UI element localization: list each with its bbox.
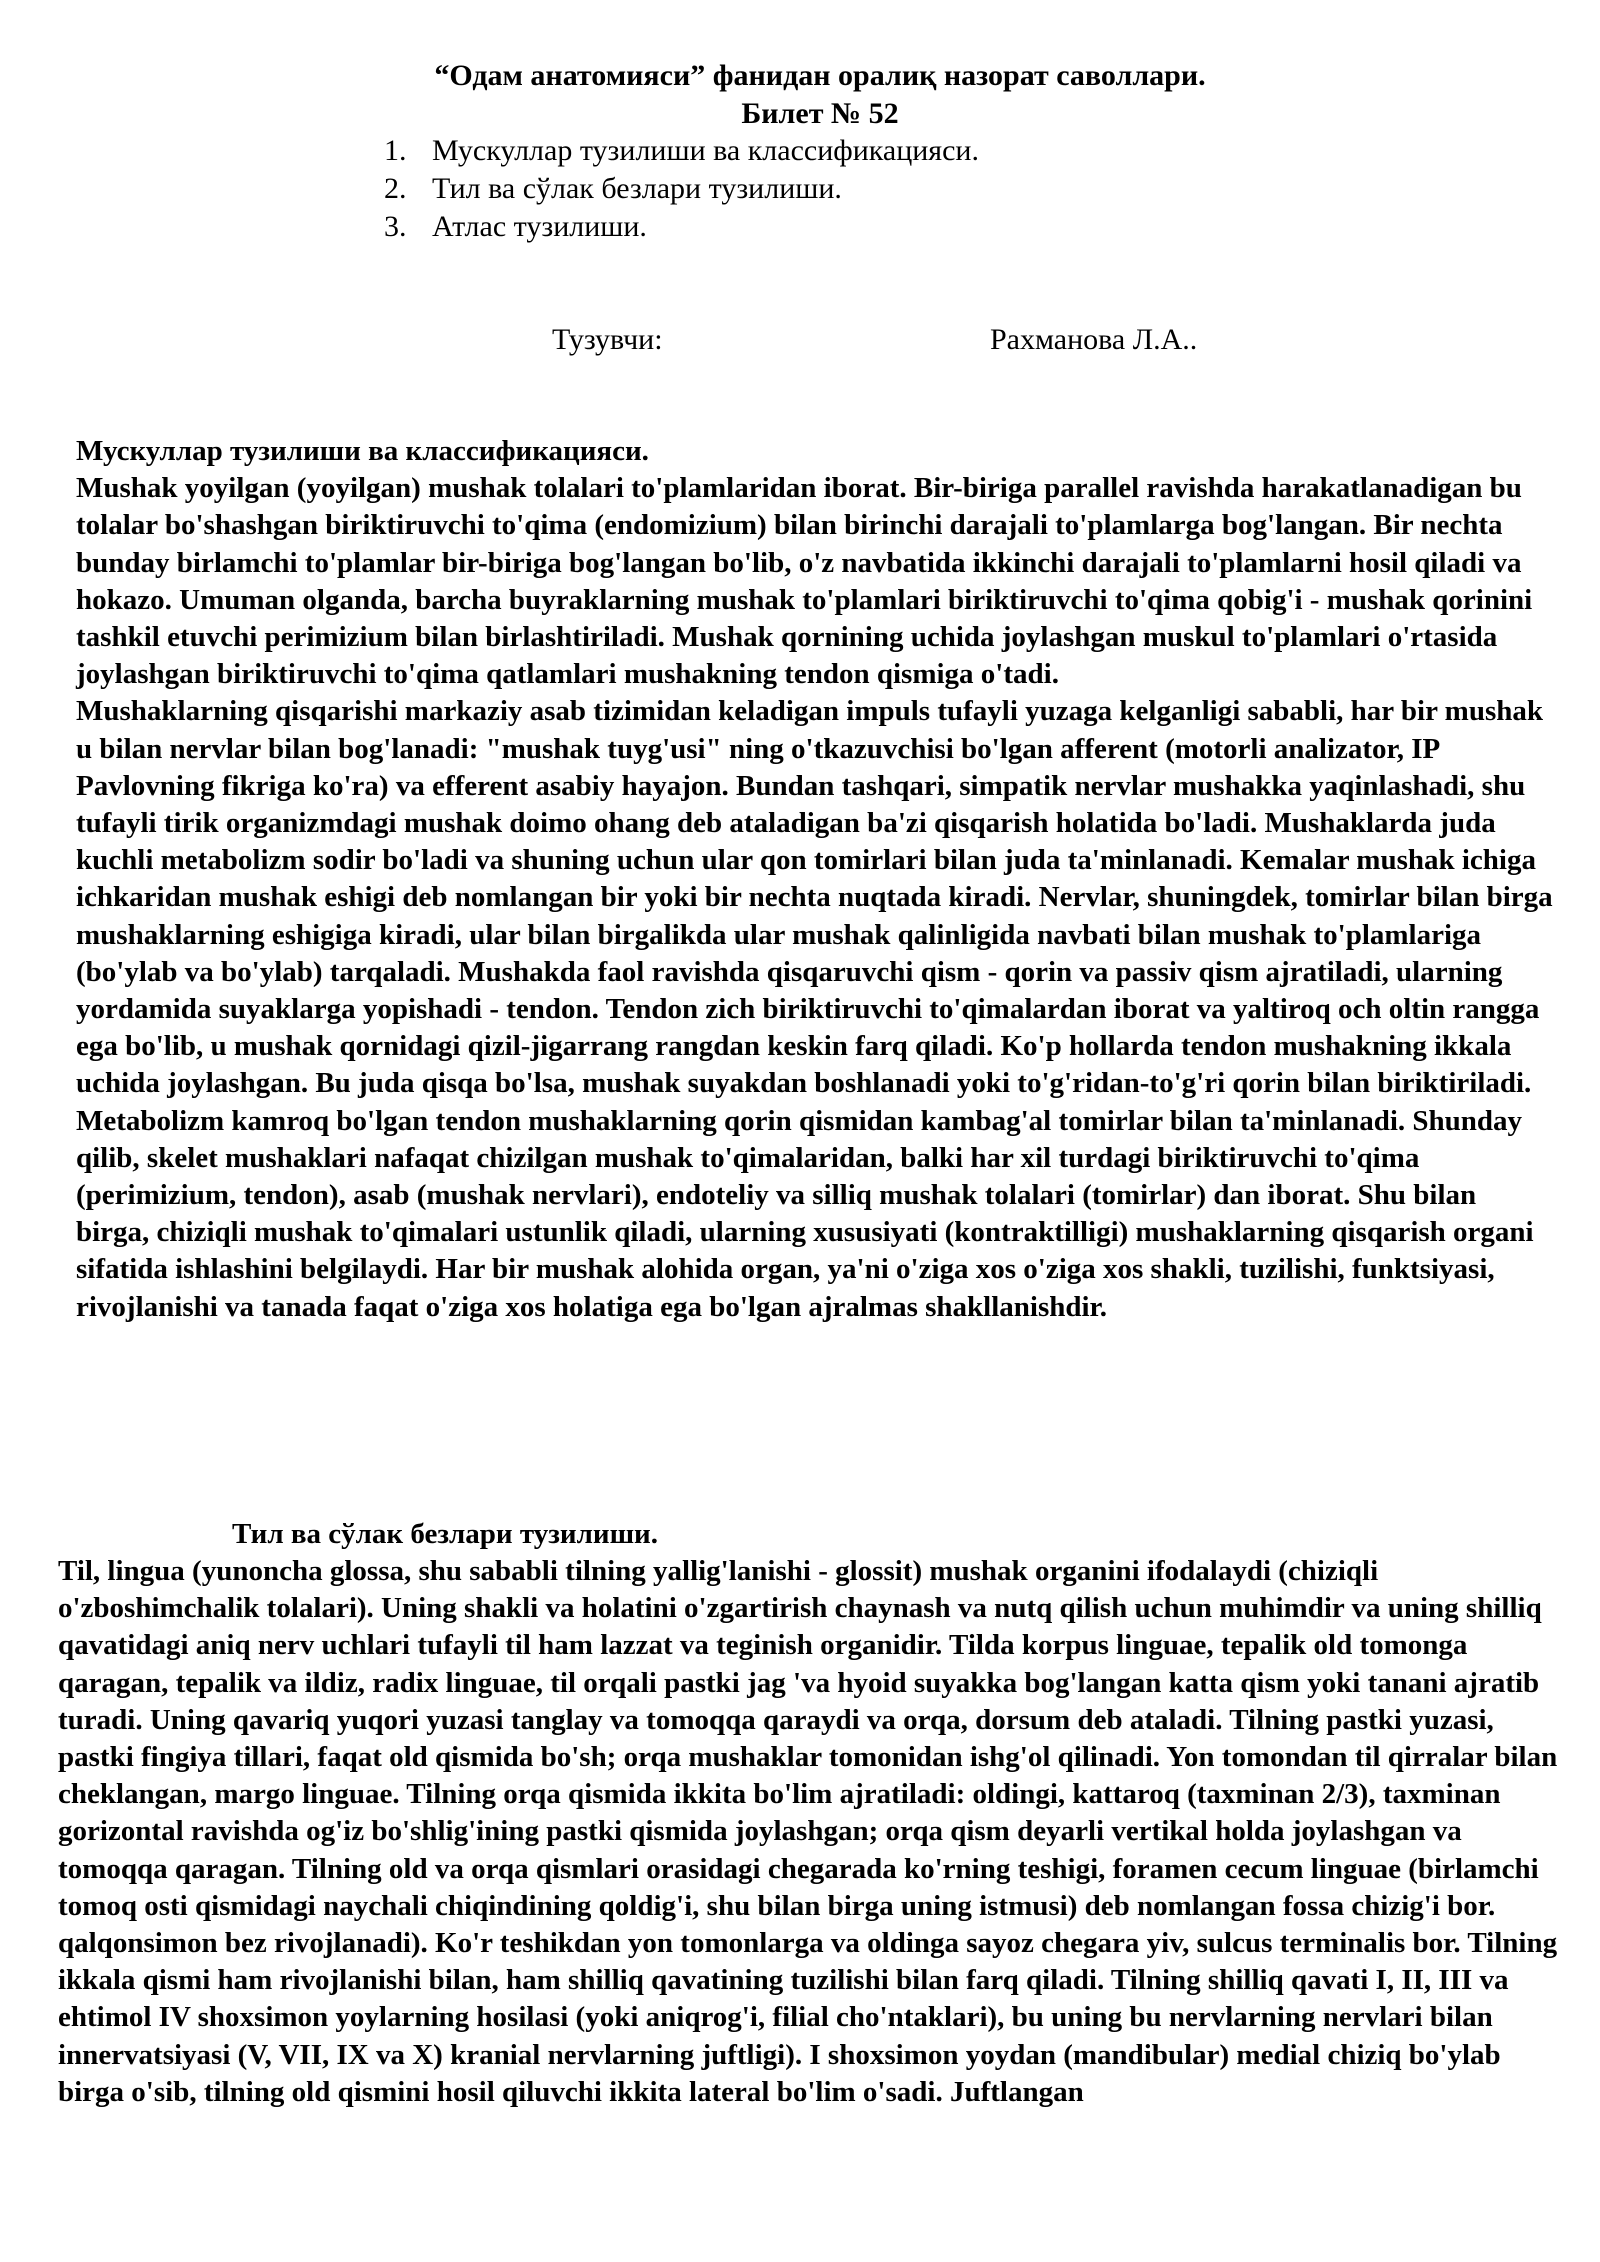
section-tongue [58, 1553, 1558, 2111]
section-muscles [76, 433, 1556, 1326]
section-title: Мускуллар тузилиши ва классификацияси. [76, 435, 649, 467]
question-number: 2. [384, 172, 407, 205]
paragraph: Mushak yoyilgan (yoyilgan) mushak tolalari to'plamlaridan iborat. Bir-biriga parallel ravishda harakatlanadigan bu tolalar bo'shashgan biriktiruvchi to'qima (endomizium) bilan birinchi darajali to'plamlarga bog'langan. Bir nechta bunday birlamchi to'plamlar bir-biriga bog'langan bo'lib, o'z navbatida ikkinchi darajali to'plamlarni hosil qiladi va hokazo. Umuman olganda, barcha buyraklarning mushak to'plamlari biriktiruvchi to'qima qobig'i - mushak qorinini tashkil etuvchi perimizium bilan birlashtiriladi. Mushak qornining uchida joylashgan muskul to'plamlari o'rtasida joylashgan biriktiruvchi to'qima qatlamlari mushakning tendon qismiga o'tadi. [76, 472, 1533, 691]
author-label: Тузувчи: [552, 323, 663, 356]
section-title: Тил ва сўлак безлари тузилиши. [232, 1518, 659, 1550]
paragraph: Mushaklarning qisqarishi markaziy asab tizimidan keladigan impuls tufayli yuzaga kelganligi sababli, har bir mushak u bilan nervlar bilan bog'lanadi: "mushak tuyg'usi" ning o'tkazuvchisi bo'lgan afferent (motorli analizator, IP Pavlovning fikriga ko'ra) va efferent asabiy hayajon. Bundan tashqari, simpatik nervlar mushakka yaqinlashadi, shu tufayli tirik organizmdagi mushak doimo ohang deb ataladigan ba'zi qisqarish holatida bo'ladi. Mushaklarda juda kuchli metabolizm sodir bo'ladi va shuning uchun ular qon tomirlari bilan juda ta'minlanadi. Kemalar mushak ichiga ichkaridan mushak eshigi deb nomlangan bir yoki bir nechta nuqtada kiradi. Nervlar, shuningdek, tomirlar bilan birga mushaklarning eshigiga kiradi, ular bilan birgalikda ular mushak qalinligida navbati bilan mushak to'plamlariga (bo'ylab va bo'ylab) tarqaladi. Mushakda faol ravishda qisqaruvchi qism - qorin va passiv qism ajratiladi, ularning yordamida suyaklarga yopishadi - tendon. Tendon zich biriktiruvchi to'qimalardan iborat va yaltiroq och oltin rangga ega bo'lib, u mushak qornidagi qizil-jigarrang rangdan keskin farq qiladi. Ko'p hollarda tendon mushakning ikkala uchida joylashgan. Bu juda qisqa bo'lsa, mushak suyakdan boshlanadi yoki to'g'ridan-to'g'ri qorin bilan biriktiriladi. Metabolizm kamroq bo'lgan tendon mushaklarning qorin qismidan kambag'al tomirlar bilan ta'minlanadi. Shunday qilib, skelet mushaklari nafaqat chizilgan mushak to'qimalaridan, balki har xil turdagi biriktiruvchi to'qima (perimizium, tendon), asab (mushak nervlari), endoteliy va silliq mushak tolalari (tomirlar) dan iborat. Shu bilan birga, chiziqli mushak to'qimalari ustunlik qiladi, ularning xususiyati (kontraktilligi) mushaklarning qisqarish organi sifatida ishlashini belgilaydi. Har bir mushak alohida organ, ya'ni o'ziga xos o'ziga xos shakli, tuzilishi, funktsiyasi, rivojlanishi va tanada faqat o'ziga xos holatiga ega bo'lgan ajralmas shakllanishdir. [76, 695, 1553, 1323]
question-number: 3. [384, 210, 407, 243]
paragraph: Til, lingua (yunoncha glossa, shu sababli tilning yallig'lanishi - glossit) mushak organini ifodalaydi (chiziqli o'zboshimchalik tolalari). Uning shakli va holatini o'zgartirish chaynash va nutq qilish uchun muhimdir va uning shilliq qavatidagi aniq nerv uchlari tufayli til ham lazzat va teginish organidir. Tilda korpus linguae, tepalik old tomonga qaragan, tepalik va ildiz, radix linguae, til orqali pastki jag 'va hyoid suyakka bog'langan katta qism yoki tanani ajratib turadi. Uning qavariq yuqori yuzasi tanglay va tomoqqa qaraydi va orqa, dorsum deb ataladi. Tilning pastki yuzasi, pastki fingiya tillari, faqat old qismida bo'sh; orqa mushaklar tomonidan ishg'ol qilinadi. Yon tomondan til qirralar bilan cheklangan, margo linguae. Tilning orqa qismida ikkita bo'lim ajratiladi: oldingi, kattaroq (taxminan 2/3), taxminan gorizontal ravishda og'iz bo'shlig'ining pastki qismida joylashgan; orqa qism deyarli vertikal holda joylashgan va tomoqqa qaragan. Tilning old va orqa qismlari orasidagi chegarada ko'rning teshigi, foramen cecum linguae (birlamchi tomoq osti qismidagi naychali chiqindining qoldig'i, shu bilan birga uning istmusi) deb nomlangan fossa chizig'i bor. qalqonsimon bez rivojlanadi). Ko'r teshikdan yon tomonlarga va oldinga sayoz chegara yiv, sulcus terminalis bor. Tilning ikkala qismi ham rivojlanishi bilan, ham shilliq qavatining tuzilishi bilan farq qiladi. Tilning shilliq qavati I, II, III va ehtimol IV shoxsimon yoylarning hosilasi (yoki aniqrog'i, filial cho'ntaklari), bu uning bu nervlarning nervlari bilan innervatsiyasi (V, VII, IX va X) kranial nervlarning juftligi). I shoxsimon yoydan (mandibular) medial chiziq bo'ylab birga o'sib, tilning old qismini hosil qiluvchi ikkita lateral bo'lim o'sadi. Juftlangan [58, 1555, 1558, 2108]
question-text: Мускуллар тузилиши ва классификацияси. [432, 134, 979, 167]
question-list [384, 132, 979, 246]
question-item [384, 208, 979, 246]
question-number: 1. [384, 134, 407, 167]
question-item [384, 170, 979, 208]
author-name: Рахманова Л.А.. [990, 323, 1198, 356]
question-item [384, 132, 979, 170]
exam-title: “Одам анатомияси” фанидан оралиқ назорат саволлари. [434, 59, 1206, 92]
ticket-number: Билет № 52 [741, 97, 899, 130]
question-text: Атлас тузилиши. [432, 210, 647, 243]
question-text: Тил ва сўлак безлари тузилиши. [432, 172, 842, 205]
